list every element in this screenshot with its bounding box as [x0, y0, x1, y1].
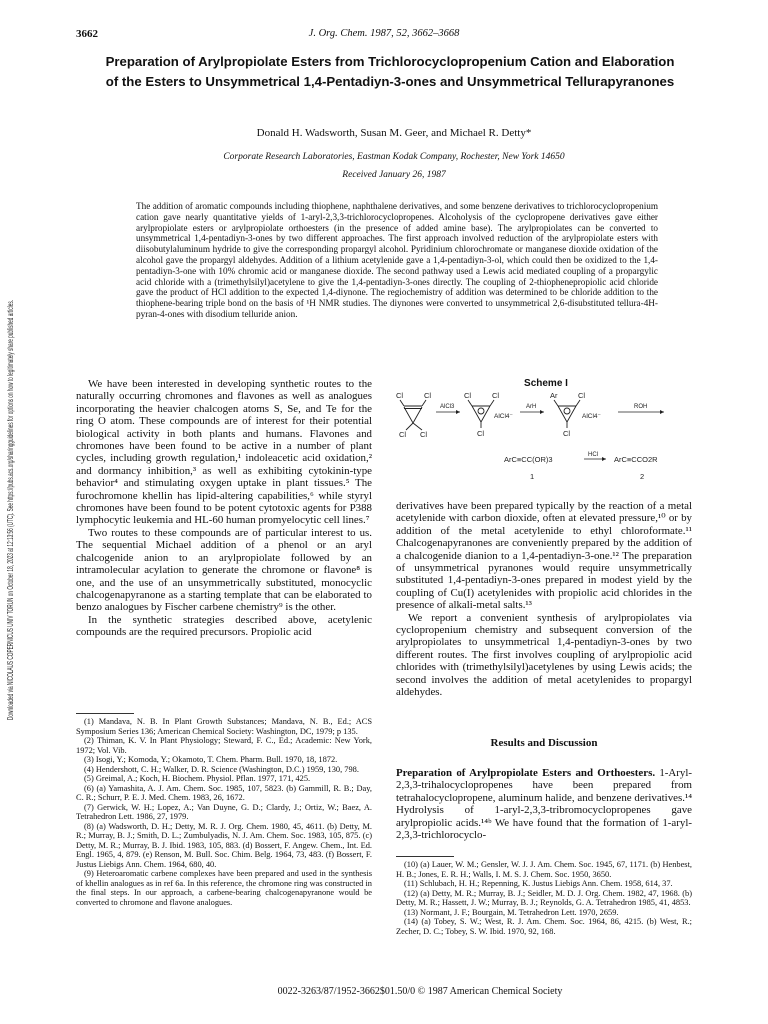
footnote: (11) Schlubach, H. H.; Repenning, K. Justus Liebigs Ann. Chem. 1958, 614, 37. [404, 879, 673, 888]
footnote: (1) Mandava, N. B. In Plant Growth Substances; Mandava, N. B., Ed.; ACS Symposium Series 136; American Chemical Society: Washington, DC, 1979; p 135. [76, 717, 372, 736]
footnote-divider [396, 856, 454, 857]
reagent-label: AlCl3 [440, 404, 455, 410]
journal-header: J. Org. Chem. 1987, 52, 3662–3668 [308, 28, 460, 39]
right-footnotes [396, 860, 692, 936]
paragraph: Two routes to these compounds are of particular interest to us. The sequential Michael addition of a phenol or an aryl chalcogenide anion to an arylpropiolate followed by an intramolecular acylation to generate the chromone or flavone⁸ is one, and the use of an unsymmetrically substituted, monocyclic chalcogenapyranone as a starting template that can be elaborated to benzo analogues by Fischer carbene chemistry⁹ is the other. [76, 526, 372, 614]
footnote: (14) (a) Tobey, S. W.; West, R. J. Am. Chem. Soc. 1964, 86, 4215. (b) West, R.; Zecher, D. C.; Tobey, S. W. Ibid. 1970, 92, 168. [396, 917, 692, 936]
paragraph: We report a convenient synthesis of arylpropiolates via cyclopropenium chemistry and subsequent conversion of the arylpropiolates to unsymmetrical 1,4-pentadiyn-3-ones by two different routes. The first involves coupling of arylpropiolic acid chlorides with (trimethylsilyl)acetylenes by using Lewis acids; the second involves the addition of metal acetylenides to propargyl aldehydes. [396, 611, 692, 699]
atom-label: Cl [492, 391, 500, 400]
left-footnotes [76, 717, 372, 907]
atom-label: Cl [424, 391, 432, 400]
paragraph: derivatives have been prepared typically by the reaction of a metal acetylenide with carbon dioxide, often at elevated pressure,¹⁰ or by addition of the metal acetylenide to ethyl chloroformate.¹¹ Chalcogenapyranones are conveniently prepared by the addition of a chalcogenide dianion to a 1,4-pentadiyn-3-one.¹² The preparation of unsymmetrical pyranones would require unsymmetrically substituted 1,4-pentadiyn-3-ones prepared in modest yield by the coupling of Cu(I) acetylenides with propiolic acid chlorides in the presence of alkali-metal salts.¹³ [396, 500, 692, 612]
counter-anion: AlCl4⁻ [582, 413, 601, 420]
footnote: (8) (a) Wadsworth, D. H.; Detty, M. R. J. Org. Chem. 1980, 45, 4611. (b) Detty, M. R.; Murray, B. J.; Smith, D. L.; Zumbulyadis, N. J. Am. Chem. Soc. 1983, 105, 875. (c) Detty, M. R.; Murray, B. J. Ibid. 1983, 105, 883. (d) Bossert, F. Angew. Chem., Int. Ed. Engl. 1965, 4, 879. (e) Renson, M. Bull. Soc. Chim. Belg. 1964, 73, 483. (f) Bossert, F. Justus Liebigs Ann. Chem. 1964, 680, 40. [76, 821, 372, 869]
footnote: (10) (a) Lauer, W. M.; Gensler, W. J. J. Am. Chem. Soc. 1945, 67, 1171. (b) Henbest, H. B.; Jones, E. R. H.; Walls, I. M. S. J. Chem. Soc. 1950, 3650. [396, 860, 692, 879]
arrow-head [660, 410, 664, 414]
counter-anion: AlCl4⁻ [494, 413, 513, 420]
atom-label: Cl [563, 429, 571, 438]
trichlorocyclopropenium-structure [468, 400, 494, 428]
footnote: (5) Greimal, A.; Koch, H. Biochem. Physiol. Pflan. 1977, 171, 425. [84, 774, 311, 783]
footnote: (13) Normant, J. F.; Bourgain, M. Tetrahedron Lett. 1970, 2659. [404, 907, 619, 917]
paragraph: We have been interested in developing synthetic routes to the naturally occurring chromones and flavones as well as analogues incorporating the heavier chalcogen atoms S, Se, and Te for the ring O atom. These compounds are of interest for their potential biological activity in both plants and humans. Flavones and chromones have been found to be active in a number of plant cycles, including growth regulation,¹ indoleacetic acid oxidation,² and dormancy inhibition,³ as well as exhibiting cytokinin-type behavior⁴ and stimulating oxygen uptake in plant tissues.⁵ The furochromone khellin has lipid-altering capabilities,⁶ while styryl chromones have been found to be potent cytotoxic agents for P388 lymphocytic leukemia and HL-60 human promyelocytic cell lines.⁷ [76, 378, 372, 527]
footnote: (4) Hendershott, C. H.; Walker, D. R. Science (Washington, D.C.) 1959, 130, 798. [84, 764, 359, 774]
orthoester-formula: ArC≡CC(OR)3 [504, 455, 553, 464]
atom-label: Cl [420, 430, 428, 439]
results-text [396, 756, 692, 852]
page-number: 3662 [76, 28, 98, 40]
footnote: (3) Isogi, Y.; Komoda, Y.; Okamoto, T. Chem. Pharm. Bull. 1970, 18, 1872. [84, 755, 338, 764]
download-sidebar-text: Downloaded via NICOLAUS COPERNICUS UNIV TORUN on October 18, 2023 at 12:13:56 (UTC). See https://pubs.acs.org/sharingguidelines for options on how to legitimately share published articles. [6, 8, 15, 720]
arrow-head [456, 410, 460, 414]
right-column [396, 500, 692, 699]
atom-label: Cl [396, 391, 404, 400]
left-column [76, 378, 372, 639]
footnote: (6) (a) Yamashita, A. J. Am. Chem. Soc. 1985, 107, 5823. (b) Gammill, R. B.; Day, C. R.; Schurr, P. E. J. Med. Chem. 1983, 26, 1672. [76, 783, 372, 802]
abstract: The addition of aromatic compounds including thiophene, naphthalene derivatives, and some benzene derivatives to trichlorocyclopropenium cation gave nearly quantitative yields of 1-aryl-2,3,3-trichlorocyclopropenes. Alcoholysis of the cyclopropene derivatives gave either arylpropiolate esters or arylpropiolate orthoesters (in the presence of added amine base). The arylpropiolates can be converted to unsymmetrical 1,4-pentadiyn-3-ones by two different approaches. The first approach involved reduction of the arylpropiolate esters with diisobutylaluminum hydride to give the corresponding propargyl alcohol. Pyridinium chlorochromate or manganese dioxide oxidation of the alcohol gave the propargyl aldehydes. Addition of a lithium acetylenide gave a 1,4-pentadiyn-3-ol, which could then be oxidized to the 1,4-pentadiyn-3-one with 10% chromic acid or manganese dioxide. The second pathway used a Lewis acid mediated coupling of a propargylic acid chloride with a (trimethylsilyl)acetylene to give the 1,4-pentadiyn-3-ones directly. The coupling of 2-thiophenepropiolic acid chloride gave the product of HCl addition to the expected 1,4-diynone. The regiochemistry of addition was determined to be chloride addition to the thiophene-bearing triple bond on the basis of ¹H NMR studies. The diynones were converted to unsymmetrical 2,6-disubstituted tellura-4H-pyran-4-ones with disodium telluride anion. [136, 201, 658, 319]
footnote: (12) (a) Detty, M. R.; Murray, B. J.; Seidler, M. D. J. Org. Chem. 1982, 47, 1968. (b) Detty, M. R.; Hassett, J. W.; Murray, B. J.; Reynolds, G. A. Tetrahedron 1985, 41, 4853. [396, 888, 692, 907]
download-sidebar [4, 8, 16, 720]
received-date: Received January 26, 1987 [342, 170, 446, 180]
authors: Donald H. Wadsworth, Susan M. Geer, and Michael R. Detty* [256, 127, 532, 139]
paragraph: In the synthetic strategies described above, acetylenic compounds are the required precursors. Propiolic acid [76, 613, 372, 639]
footnote: (7) Gerwick, W. H.; Lopez, A.; Van Duyne, G. D.; Clardy, J.; Ortiz, W.; Baez, A. Tetrahedron Lett. 1986, 27, 1979. [76, 802, 372, 821]
atom-label: Cl [399, 430, 407, 439]
paper-title: Preparation of Arylpropiolate Esters from Trichlorocyclopropenium Cation and Elaboration of the Esters to Unsymmetrical 1,4-Pentadiyn-3-ones and Unsymmetrical Tellurapyranones [105, 54, 675, 89]
compound-number: 1 [530, 472, 535, 481]
paragraph: 1-Aryl-2,3,3-trihalocyclopropenes have been prepared from tetrahalocyclopropene, aluminum halide, and benzene derivatives.¹⁴ Hydrolysis of 1-aryl-2,3,3-tribromocyclopropenes gave arylpropiolic acids.¹⁴ᵇ We have found that the formation of 1-aryl-2,3,3-trichlorocyclo- [396, 766, 692, 841]
reagent-label: ArH [526, 404, 537, 410]
affiliation: Corporate Research Laboratories, Eastman Kodak Company, Rochester, New York 14650 [223, 152, 565, 162]
ester-formula: ArC≡CCO2R [614, 455, 658, 464]
atom-label: Ar [550, 391, 558, 400]
scheme-title: Scheme I [524, 378, 568, 389]
arrow-head [602, 457, 606, 461]
aryl-cyclopropenium-structure [554, 400, 580, 428]
reaction-scheme [396, 390, 692, 488]
atom-label: Cl [578, 391, 586, 400]
reagent-label: HCl [588, 452, 598, 458]
arrow-head [540, 410, 544, 414]
page-footer: 0022-3263/87/1952-3662$01.50/0 © 1987 American Chemical Society [277, 986, 563, 997]
footnote: (2) Thiman, K. V. In Plant Physiology; Steward, F. C., Ed.; Academic: New York, 1972; Vol. Vib. [76, 736, 372, 755]
atom-label: Cl [464, 391, 472, 400]
footnote-divider [76, 713, 134, 714]
tetrachlorocyclopropene-structure [400, 400, 426, 430]
footnote: (9) Heteroaromatic carbene complexes have been prepared and used in the synthesis of khellin analogues as in ref 6a. In this reference, the chromone ring was constructed in the final steps. In our approach, a carbene-bearing chalcogenapyranone would be converted to chromone and flavone analogues. [76, 869, 372, 907]
atom-label: Cl [477, 429, 485, 438]
reagent-label: ROH [634, 404, 648, 410]
subsection-heading: Preparation of Arylpropiolate Esters and Orthoesters. [396, 766, 656, 779]
section-heading: Results and Discussion [490, 737, 598, 749]
compound-number: 2 [640, 472, 645, 481]
